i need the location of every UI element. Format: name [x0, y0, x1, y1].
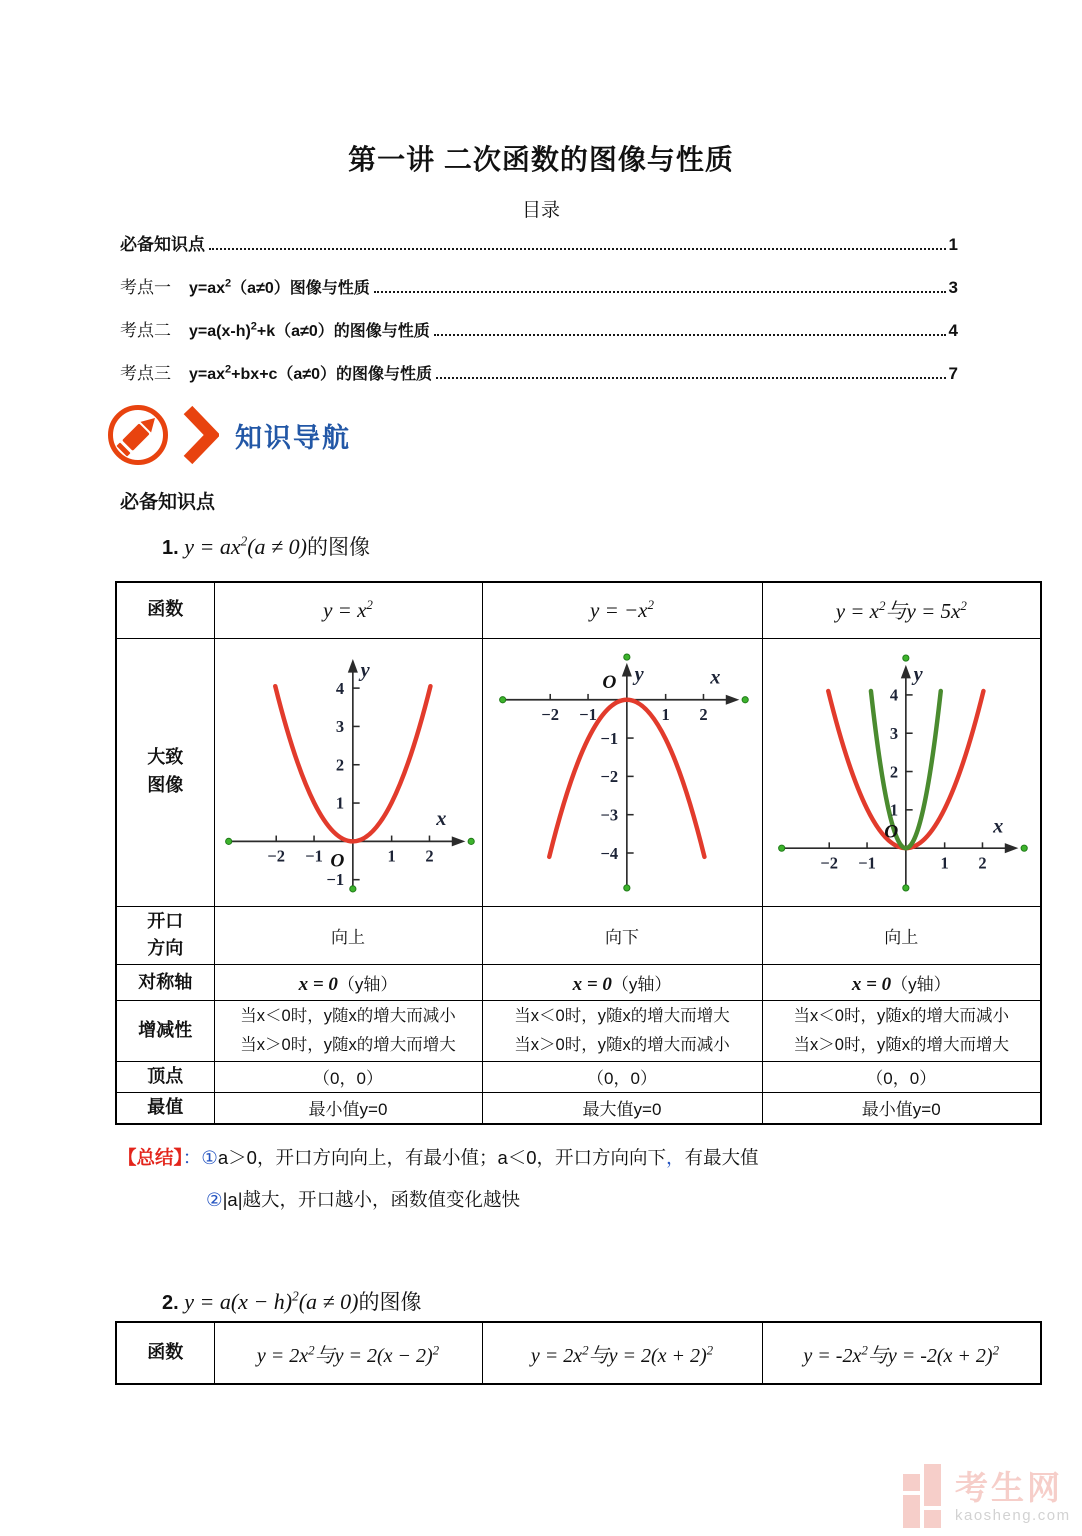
axis-of-symmetry: x = 0 — [298, 973, 338, 995]
knowledge-nav-banner — [103, 400, 351, 470]
table-row-axis — [116, 965, 1041, 1001]
table-row-vertex — [116, 1062, 1041, 1093]
summary-line-2 — [118, 1188, 1028, 1212]
knowledge-points-heading: 必备知识点 — [120, 492, 216, 513]
section-formula: $y = ax^2(a \ne 0)$ — [184, 533, 307, 559]
y-axis-label: y — [634, 662, 644, 685]
pencil-icon — [116, 413, 160, 457]
axis-endpoint-dot — [624, 653, 630, 659]
circled-two: ② — [206, 1189, 223, 1211]
origin-label: O — [602, 671, 617, 693]
section-number: 2. — [162, 1292, 179, 1314]
monotonicity-3: 当x＜0时，y随x的增大而减小 当x＞0时，y随x的增大而增大 — [762, 1001, 1041, 1062]
row-header-monotonicity: 增减性 — [116, 1001, 214, 1062]
row-header-axis: 对称轴 — [116, 965, 214, 1001]
vertex-3: （0，0） — [762, 1062, 1041, 1093]
table-of-contents — [120, 212, 958, 384]
x-tick: 2 — [699, 704, 708, 724]
pencil-badge-icon — [103, 400, 173, 470]
x-tick: −1 — [858, 853, 877, 873]
y-tick: 1 — [890, 800, 899, 820]
origin-label: O — [330, 850, 345, 872]
x-tick: −2 — [541, 704, 560, 724]
axis-note: （y轴） — [891, 974, 951, 994]
table-row-extreme — [116, 1092, 1041, 1123]
x-tick: −2 — [267, 846, 286, 866]
function-formula-3: $y = x^2$与$y = 5x^2$ — [835, 598, 967, 624]
summary-colon: ： — [182, 1147, 202, 1168]
parabola-comparison-chart — [772, 649, 1030, 896]
nav-section-label: 知识导航 — [235, 422, 351, 453]
monotonicity-2: 当x＜0时，y随x的增大而增大 当x＞0时，y随x的增大而减小 — [482, 1001, 762, 1062]
function-formula-2: $y = 2x^2$与$y = 2(x + 2)^2$ — [530, 1341, 714, 1367]
vertex-1: （0，0） — [214, 1062, 482, 1093]
opening-direction-3: 向上 — [762, 906, 1041, 965]
watermark-text — [955, 1468, 1071, 1524]
table-row-monotonicity — [116, 1001, 1041, 1062]
x-tick: 2 — [425, 846, 434, 866]
x-tick: −1 — [579, 704, 597, 724]
y-tick: 3 — [890, 723, 899, 743]
parabola-up-chart — [219, 649, 477, 896]
table-row-graphs — [116, 638, 1041, 906]
toc-label: 考点一 — [120, 278, 171, 297]
function-formula-1: $y = 2x^2$与$y = 2(x - 2)^2$ — [256, 1341, 440, 1367]
extreme-value-2: 最大值y=0 — [482, 1092, 762, 1123]
toc-formula: $y=ax^2+bx+c(a\ne 0)$的图像与性质 — [189, 363, 433, 383]
section-1-heading — [162, 531, 370, 561]
axis-endpoint-dot — [779, 845, 785, 851]
opening-direction-1: 向上 — [214, 906, 482, 965]
y-tick: 2 — [890, 761, 899, 781]
table-row-function — [116, 1322, 1041, 1384]
toc-label: 考点二 — [120, 321, 171, 340]
function-formula-2: $y = -x^2$ — [590, 597, 654, 623]
toc-page-number: 7 — [948, 364, 958, 383]
function-formula-3: $y = -2x^2$与$y = -2(x + 2)^2$ — [803, 1341, 1000, 1367]
chevron-right-icon — [183, 405, 219, 465]
toc-leader-dots — [436, 377, 946, 379]
opening-direction-2: 向下 — [482, 906, 762, 965]
axis-endpoint-dot — [903, 884, 909, 890]
y-tick: −1 — [600, 728, 619, 748]
monotonicity-1: 当x＜0时，y随x的增大而减小 当x＞0时，y随x的增大而增大 — [214, 1001, 482, 1062]
x-tick: −1 — [305, 846, 323, 866]
axis-endpoint-dot — [1021, 845, 1027, 851]
toc-leader-dots — [434, 334, 946, 336]
x-axis-label: x — [436, 807, 447, 830]
x-axis-label: x — [710, 665, 721, 688]
summary-text: |a|越大，开口越小，函数值变化越快 — [222, 1189, 520, 1211]
properties-table — [115, 581, 1042, 1125]
kaosheng-logo-icon — [903, 1464, 945, 1530]
toc-label: 必备知识点 — [120, 235, 205, 254]
y-tick: 1 — [335, 792, 345, 812]
summary-text: a＞0，开口方向向上，有最小值；a＜0，开口方向向下 — [217, 1147, 667, 1168]
parabola-down-chart — [493, 649, 751, 896]
toc-formula: $y=ax^2(a\ne 0)$图像与性质 — [189, 277, 370, 297]
site-watermark — [903, 1464, 1071, 1530]
summary-line-1 — [118, 1146, 1028, 1170]
y-tick: 2 — [335, 755, 345, 775]
x-tick: 1 — [940, 853, 950, 873]
page-title: 第一讲 二次函数的图像与性质 — [348, 144, 734, 175]
function-formula-1: $y = x^2$ — [323, 597, 373, 623]
axis-note: （y轴） — [337, 974, 398, 994]
summary-text: 有最大值 — [684, 1147, 759, 1168]
y-tick: −2 — [600, 766, 619, 786]
section-suffix: 的图像 — [306, 536, 370, 559]
row-header-function: 函数 — [116, 1322, 214, 1384]
toc-label: 考点三 — [120, 364, 171, 383]
axis-endpoint-dot — [742, 696, 748, 702]
toc-item-topic2[interactable] — [120, 298, 958, 341]
axis-endpoint-dot — [624, 884, 630, 890]
y-tick: 4 — [335, 678, 345, 698]
axis-endpoint-dot — [500, 696, 506, 702]
axis-endpoint-dot — [350, 885, 356, 891]
axis-note: （y轴） — [611, 974, 672, 994]
section-suffix: 的图像 — [358, 1291, 422, 1314]
toc-item-topic1[interactable] — [120, 255, 958, 298]
toc-leader-dots — [374, 291, 946, 293]
extreme-value-3: 最小值y=0 — [762, 1092, 1041, 1123]
summary-block — [118, 1146, 1028, 1212]
translation-table — [115, 1321, 1042, 1385]
y-tick: 4 — [890, 685, 899, 705]
extreme-value-1: 最小值y=0 — [214, 1092, 482, 1123]
section-number: 1. — [162, 537, 179, 559]
watermark-site-name: 考生网 — [955, 1468, 1063, 1506]
toc-page-number: 3 — [948, 278, 958, 297]
x-tick: 1 — [661, 704, 670, 724]
axis-of-symmetry: x = 0 — [851, 973, 892, 995]
row-header-opening: 开口 方向 — [116, 906, 214, 965]
row-header-vertex: 顶点 — [116, 1062, 214, 1093]
circled-one: ① — [201, 1147, 218, 1168]
y-axis-label: y — [913, 662, 923, 685]
toc-title: 目录 — [521, 200, 560, 221]
toc-page-number: 4 — [948, 321, 958, 340]
summary-tag: 【总结】 — [118, 1147, 183, 1168]
y-axis-label: y — [360, 658, 370, 681]
x-tick: 1 — [387, 846, 396, 866]
toc-formula: $y=a(x-h)^2+k(a\ne 0)$的图像与性质 — [189, 320, 430, 340]
row-header-extreme: 最值 — [116, 1092, 214, 1123]
y-tick: −1 — [326, 869, 345, 889]
origin-label: O — [884, 820, 899, 842]
axis-of-symmetry: x = 0 — [572, 973, 612, 995]
y-tick: 3 — [335, 716, 345, 736]
summary-comma: ， — [666, 1147, 685, 1168]
x-tick: 2 — [978, 853, 987, 873]
section-formula: $y = a(x - h)^2(a \ne 0)$ — [184, 1288, 359, 1314]
row-header-graph: 大致 图像 — [116, 638, 214, 906]
x-tick: −2 — [820, 853, 839, 873]
toc-leader-dots — [209, 248, 946, 250]
y-tick: −4 — [600, 843, 619, 863]
y-tick: −3 — [600, 805, 619, 825]
row-header-function: 函数 — [116, 582, 214, 638]
axis-endpoint-dot — [903, 654, 909, 660]
watermark-domain: kaosheng.com — [955, 1506, 1071, 1524]
x-axis-label: x — [993, 815, 1004, 838]
table-row-function — [116, 582, 1041, 638]
toc-item-knowledge[interactable] — [120, 212, 958, 255]
axis-endpoint-dot — [226, 838, 232, 844]
axis-endpoint-dot — [468, 838, 474, 844]
vertex-2: （0，0） — [482, 1062, 762, 1093]
table-row-opening — [116, 906, 1041, 965]
section-2-heading — [162, 1286, 421, 1316]
toc-item-topic3[interactable] — [120, 341, 958, 384]
toc-page-number: 1 — [948, 235, 958, 254]
